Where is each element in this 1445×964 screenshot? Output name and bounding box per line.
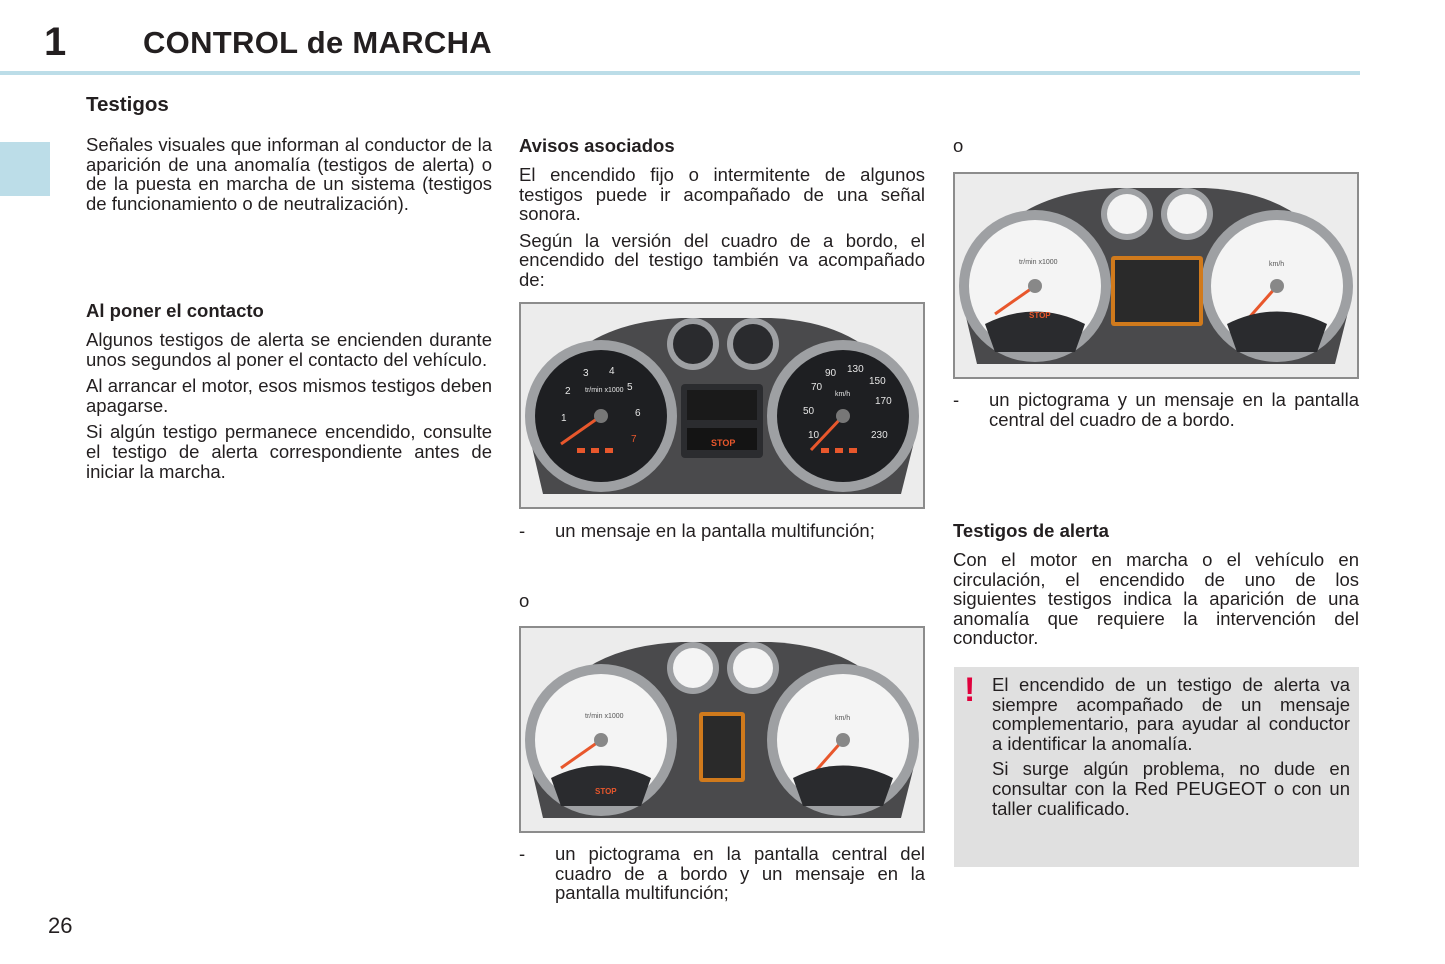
warning-text [992,675,1350,824]
warning-light [577,448,585,453]
rpm-tick: 6 [635,408,641,419]
contacto-p2: Al arrancar el motor, esos mismos testigos deben apagarse. [86,375,492,416]
header-rule [0,71,1360,75]
rpm-tick: 3 [583,368,589,379]
stop-warning-label: STOP [711,438,736,448]
alerta-paragraph [953,550,1359,648]
central-display [1115,260,1199,322]
speed-tick: 90 [825,368,837,379]
speed-tick: 50 [803,406,815,417]
contacto-paragraphs [86,330,492,481]
fuel-gauge [733,324,773,364]
rpm-unit: tr/min x1000 [1019,259,1058,266]
speed-tick: 70 [811,382,823,393]
fuel-gauge [1167,194,1207,234]
dashboard-illustration-dark [521,304,923,507]
section-title-contacto: Al poner el contacto [86,300,264,321]
central-display [703,716,741,778]
rpm-tick: 5 [627,382,633,393]
list-item-text: un mensaje en la pantalla multifunción; [555,520,875,541]
stop-warning-label: STOP [1029,311,1051,320]
list-item-text: un pictograma en la pantalla central del cuadro de a bordo y un mensaje en la pantalla multifunción; [555,843,925,904]
intro-paragraph [86,135,492,213]
list-dash: - [519,843,526,864]
avisos-p1: El encendido fijo o intermitente de algunos testigos puede ir acompañado de una señal sonora. [519,164,925,225]
warning-light [849,448,857,453]
chapter-title: CONTROL de MARCHA [143,25,492,60]
section-title-avisos: Avisos asociados [519,135,675,156]
dashboard-figure-2 [519,626,925,833]
alerta-text: Con el motor en marcha o el vehículo en circulación, el encendido de uno de los siguientes testigos indica la aparición de una anomalía que requiere la intervención del conductor. [953,549,1359,649]
speed-unit: km/h [1269,261,1285,268]
chapter-tab [0,142,50,196]
temp-gauge [673,324,713,364]
page-number: 26 [48,913,73,938]
speed-tick: 10 [808,430,820,441]
speed-tick: 230 [871,430,888,441]
list-item-text: un pictograma y un mensaje en la pantalla central del cuadro de a bordo. [989,389,1359,430]
temp-gauge [1107,194,1147,234]
rpm-unit: tr/min x1000 [585,387,624,394]
warning-light [835,448,843,453]
list-dash: - [953,389,960,410]
rpm-tick: 7 [631,434,637,445]
contacto-p3: Si algún testigo permanece encendido, consulte el testigo de alerta correspondiente antes de iniciar la marcha. [86,421,492,482]
warning-light [821,448,829,453]
warning-light [605,448,613,453]
section-title-testigos-alerta: Testigos de alerta [953,520,1109,541]
speed-tick: 130 [847,364,864,375]
rpm-unit: tr/min x1000 [585,713,624,720]
warning-light [591,448,599,453]
speed-unit: km/h [835,391,851,398]
dashboard-illustration-white [521,628,923,831]
speed-tick: 170 [875,396,892,407]
warning-p1: El encendido de un testigo de alerta va siempre acompañado de un mensaje complementario, para ayudar al conductor a identificar la anomalía. [992,674,1350,754]
contacto-p1: Algunos testigos de alerta se encienden durante unos segundos al poner el contacto del vehículo. [86,329,492,370]
speed-unit: km/h [835,715,851,722]
list-item-pictograma-mensaje [519,844,925,903]
warning-p2: Si surge algún problema, no dude en consultar con la Red PEUGEOT o con un taller cualificado. [992,758,1350,819]
chapter-number: 1 [44,20,67,64]
warning-box [954,667,1359,867]
rpm-tick: 2 [565,386,571,397]
dashboard-figure-1 [519,302,925,509]
temp-gauge [673,648,713,688]
rpm-tick: 4 [609,366,615,377]
avisos-paragraphs [519,165,925,290]
list-item-mensaje [519,521,925,541]
stop-warning-label: STOP [595,787,617,796]
or-label: o [953,135,964,156]
section-title-testigos: Testigos [86,93,169,116]
list-dash: - [519,520,526,541]
intro-text: Señales visuales que informan al conductor de la aparición de una anomalía (testigos de alerta) o de la puesta en marcha de un sistema (testigos de funcionamiento o de neutralización). [86,134,492,214]
speed-tick: 150 [869,376,886,387]
exclamation-icon: ! [964,671,976,709]
or-label: o [519,590,530,611]
fuel-gauge [733,648,773,688]
rpm-tick: 1 [561,413,567,424]
dashboard-illustration-central-screen [955,174,1357,377]
dashboard-figure-3 [953,172,1359,379]
list-item-pictograma-central [953,390,1359,429]
avisos-p2: Según la versión del cuadro de a bordo, el encendido del testigo también va acompañado de: [519,229,925,290]
